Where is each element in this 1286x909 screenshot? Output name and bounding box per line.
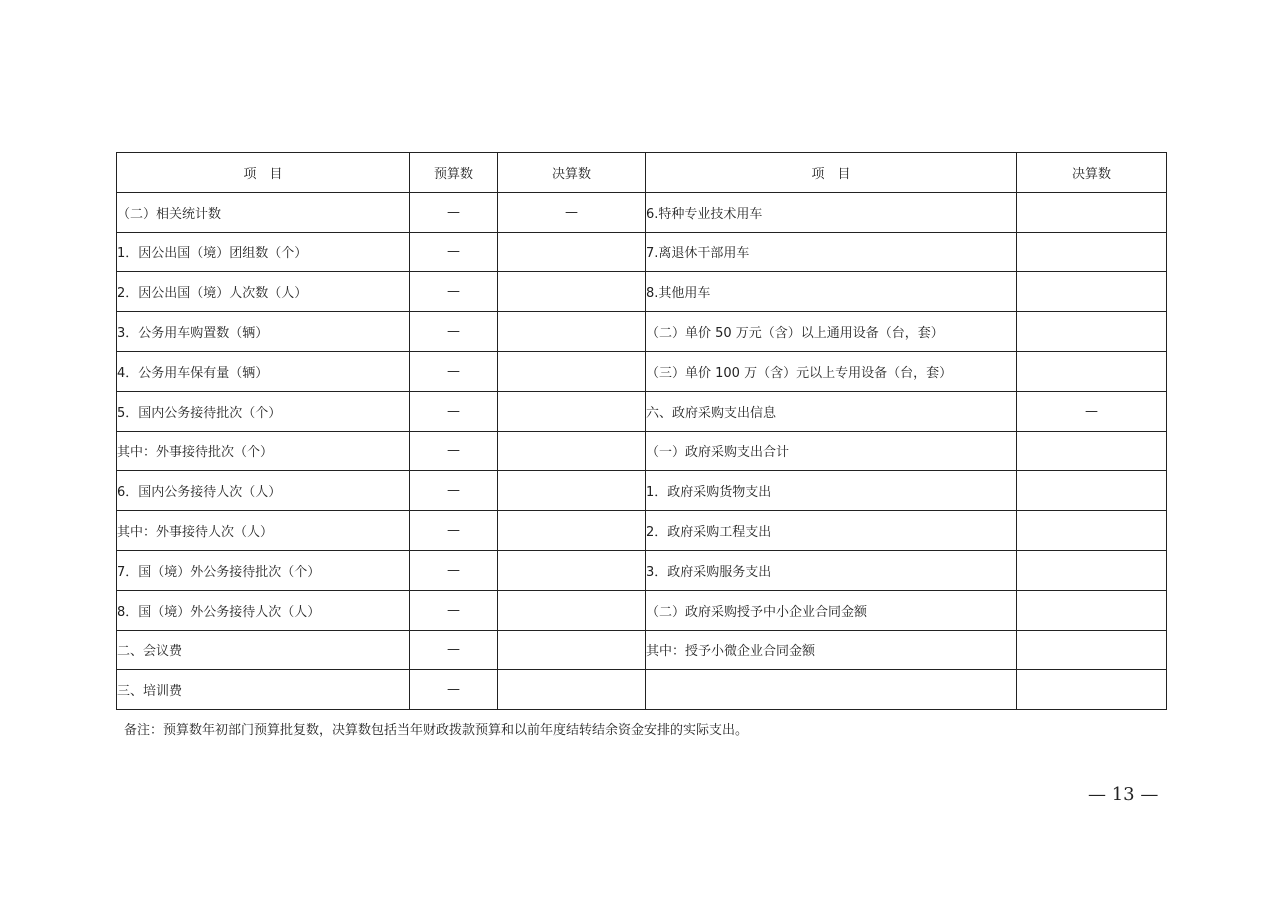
row-final xyxy=(498,511,646,551)
header-final-right: 决算数 xyxy=(1017,153,1167,193)
header-item-left: 项 目 xyxy=(117,153,410,193)
row-final xyxy=(498,232,646,272)
row-final-right: — xyxy=(1017,391,1167,431)
table-row xyxy=(117,630,1167,670)
row-final-right xyxy=(1017,312,1167,352)
row-final-right xyxy=(1017,192,1167,232)
row-final xyxy=(498,590,646,630)
row-final-right xyxy=(1017,550,1167,590)
row-budget: — xyxy=(410,471,498,511)
row-budget: — xyxy=(410,550,498,590)
row-item-left: 1．因公出国（境）团组数（个） xyxy=(117,232,410,272)
row-item-right: 8.其他用车 xyxy=(646,272,1017,312)
row-budget: — xyxy=(410,351,498,391)
row-budget: — xyxy=(410,272,498,312)
row-item-right: 2．政府采购工程支出 xyxy=(646,511,1017,551)
table-header-row xyxy=(117,153,1167,193)
table-footnote: 备注：预算数年初部门预算批复数，决算数包括当年财政拨款预算和以前年度结转结余资金安排的实际支出。 xyxy=(124,723,749,738)
table-row xyxy=(117,312,1167,352)
row-item-left: 8．国（境）外公务接待人次（人） xyxy=(117,590,410,630)
row-final xyxy=(498,670,646,710)
row-item-left: 5．国内公务接待批次（个） xyxy=(117,391,410,431)
row-budget: — xyxy=(410,670,498,710)
row-item-right: 3．政府采购服务支出 xyxy=(646,550,1017,590)
row-final-right xyxy=(1017,272,1167,312)
row-final xyxy=(498,550,646,590)
row-item-left: 3．公务用车购置数（辆） xyxy=(117,312,410,352)
table-row xyxy=(117,590,1167,630)
statistics-table xyxy=(116,152,1167,710)
row-final-right xyxy=(1017,590,1167,630)
row-final xyxy=(498,351,646,391)
table-row xyxy=(117,471,1167,511)
row-item-right: （三）单价 100 万（含）元以上专用设备（台，套） xyxy=(646,351,1017,391)
row-budget: — xyxy=(410,630,498,670)
row-final-right xyxy=(1017,670,1167,710)
row-final-right xyxy=(1017,471,1167,511)
row-item-right: （二）政府采购授予中小企业合同金额 xyxy=(646,590,1017,630)
row-item-left: 2．因公出国（境）人次数（人） xyxy=(117,272,410,312)
row-item-right: （一）政府采购支出合计 xyxy=(646,431,1017,471)
row-final xyxy=(498,312,646,352)
row-item-left: （二）相关统计数 xyxy=(117,192,410,232)
row-item-right: 1．政府采购货物支出 xyxy=(646,471,1017,511)
row-final xyxy=(498,431,646,471)
row-item-left: 4．公务用车保有量（辆） xyxy=(117,351,410,391)
row-final-right xyxy=(1017,511,1167,551)
row-item-left: 二、会议费 xyxy=(117,630,410,670)
table-row xyxy=(117,511,1167,551)
row-budget: — xyxy=(410,391,498,431)
page-number: — 13 — xyxy=(1088,784,1159,805)
row-item-right: （二）单价 50 万元（含）以上通用设备（台，套） xyxy=(646,312,1017,352)
table-row xyxy=(117,550,1167,590)
table-row xyxy=(117,232,1167,272)
table-row xyxy=(117,192,1167,232)
row-final-right xyxy=(1017,351,1167,391)
row-item-left: 其中：外事接待批次（个） xyxy=(117,431,410,471)
row-final: — xyxy=(498,192,646,232)
row-final-right xyxy=(1017,431,1167,471)
table-row xyxy=(117,272,1167,312)
table-row xyxy=(117,351,1167,391)
row-budget: — xyxy=(410,431,498,471)
row-item-right: 六、政府采购支出信息 xyxy=(646,391,1017,431)
header-final-left: 决算数 xyxy=(498,153,646,193)
row-final xyxy=(498,630,646,670)
row-final-right xyxy=(1017,232,1167,272)
row-item-right: 其中：授予小微企业合同金额 xyxy=(646,630,1017,670)
row-budget: — xyxy=(410,192,498,232)
row-budget: — xyxy=(410,590,498,630)
row-item-left: 6．国内公务接待人次（人） xyxy=(117,471,410,511)
row-budget: — xyxy=(410,232,498,272)
row-item-right xyxy=(646,670,1017,710)
row-item-right: 6.特种专业技术用车 xyxy=(646,192,1017,232)
row-budget: — xyxy=(410,312,498,352)
row-final xyxy=(498,272,646,312)
row-budget: — xyxy=(410,511,498,551)
row-final-right xyxy=(1017,630,1167,670)
row-item-left: 三、培训费 xyxy=(117,670,410,710)
row-item-left: 其中：外事接待人次（人） xyxy=(117,511,410,551)
table-row xyxy=(117,431,1167,471)
row-item-left: 7．国（境）外公务接待批次（个） xyxy=(117,550,410,590)
row-final xyxy=(498,391,646,431)
table-row xyxy=(117,391,1167,431)
header-budget: 预算数 xyxy=(410,153,498,193)
table-row xyxy=(117,670,1167,710)
header-item-right: 项 目 xyxy=(646,153,1017,193)
row-item-right: 7.离退休干部用车 xyxy=(646,232,1017,272)
row-final xyxy=(498,471,646,511)
